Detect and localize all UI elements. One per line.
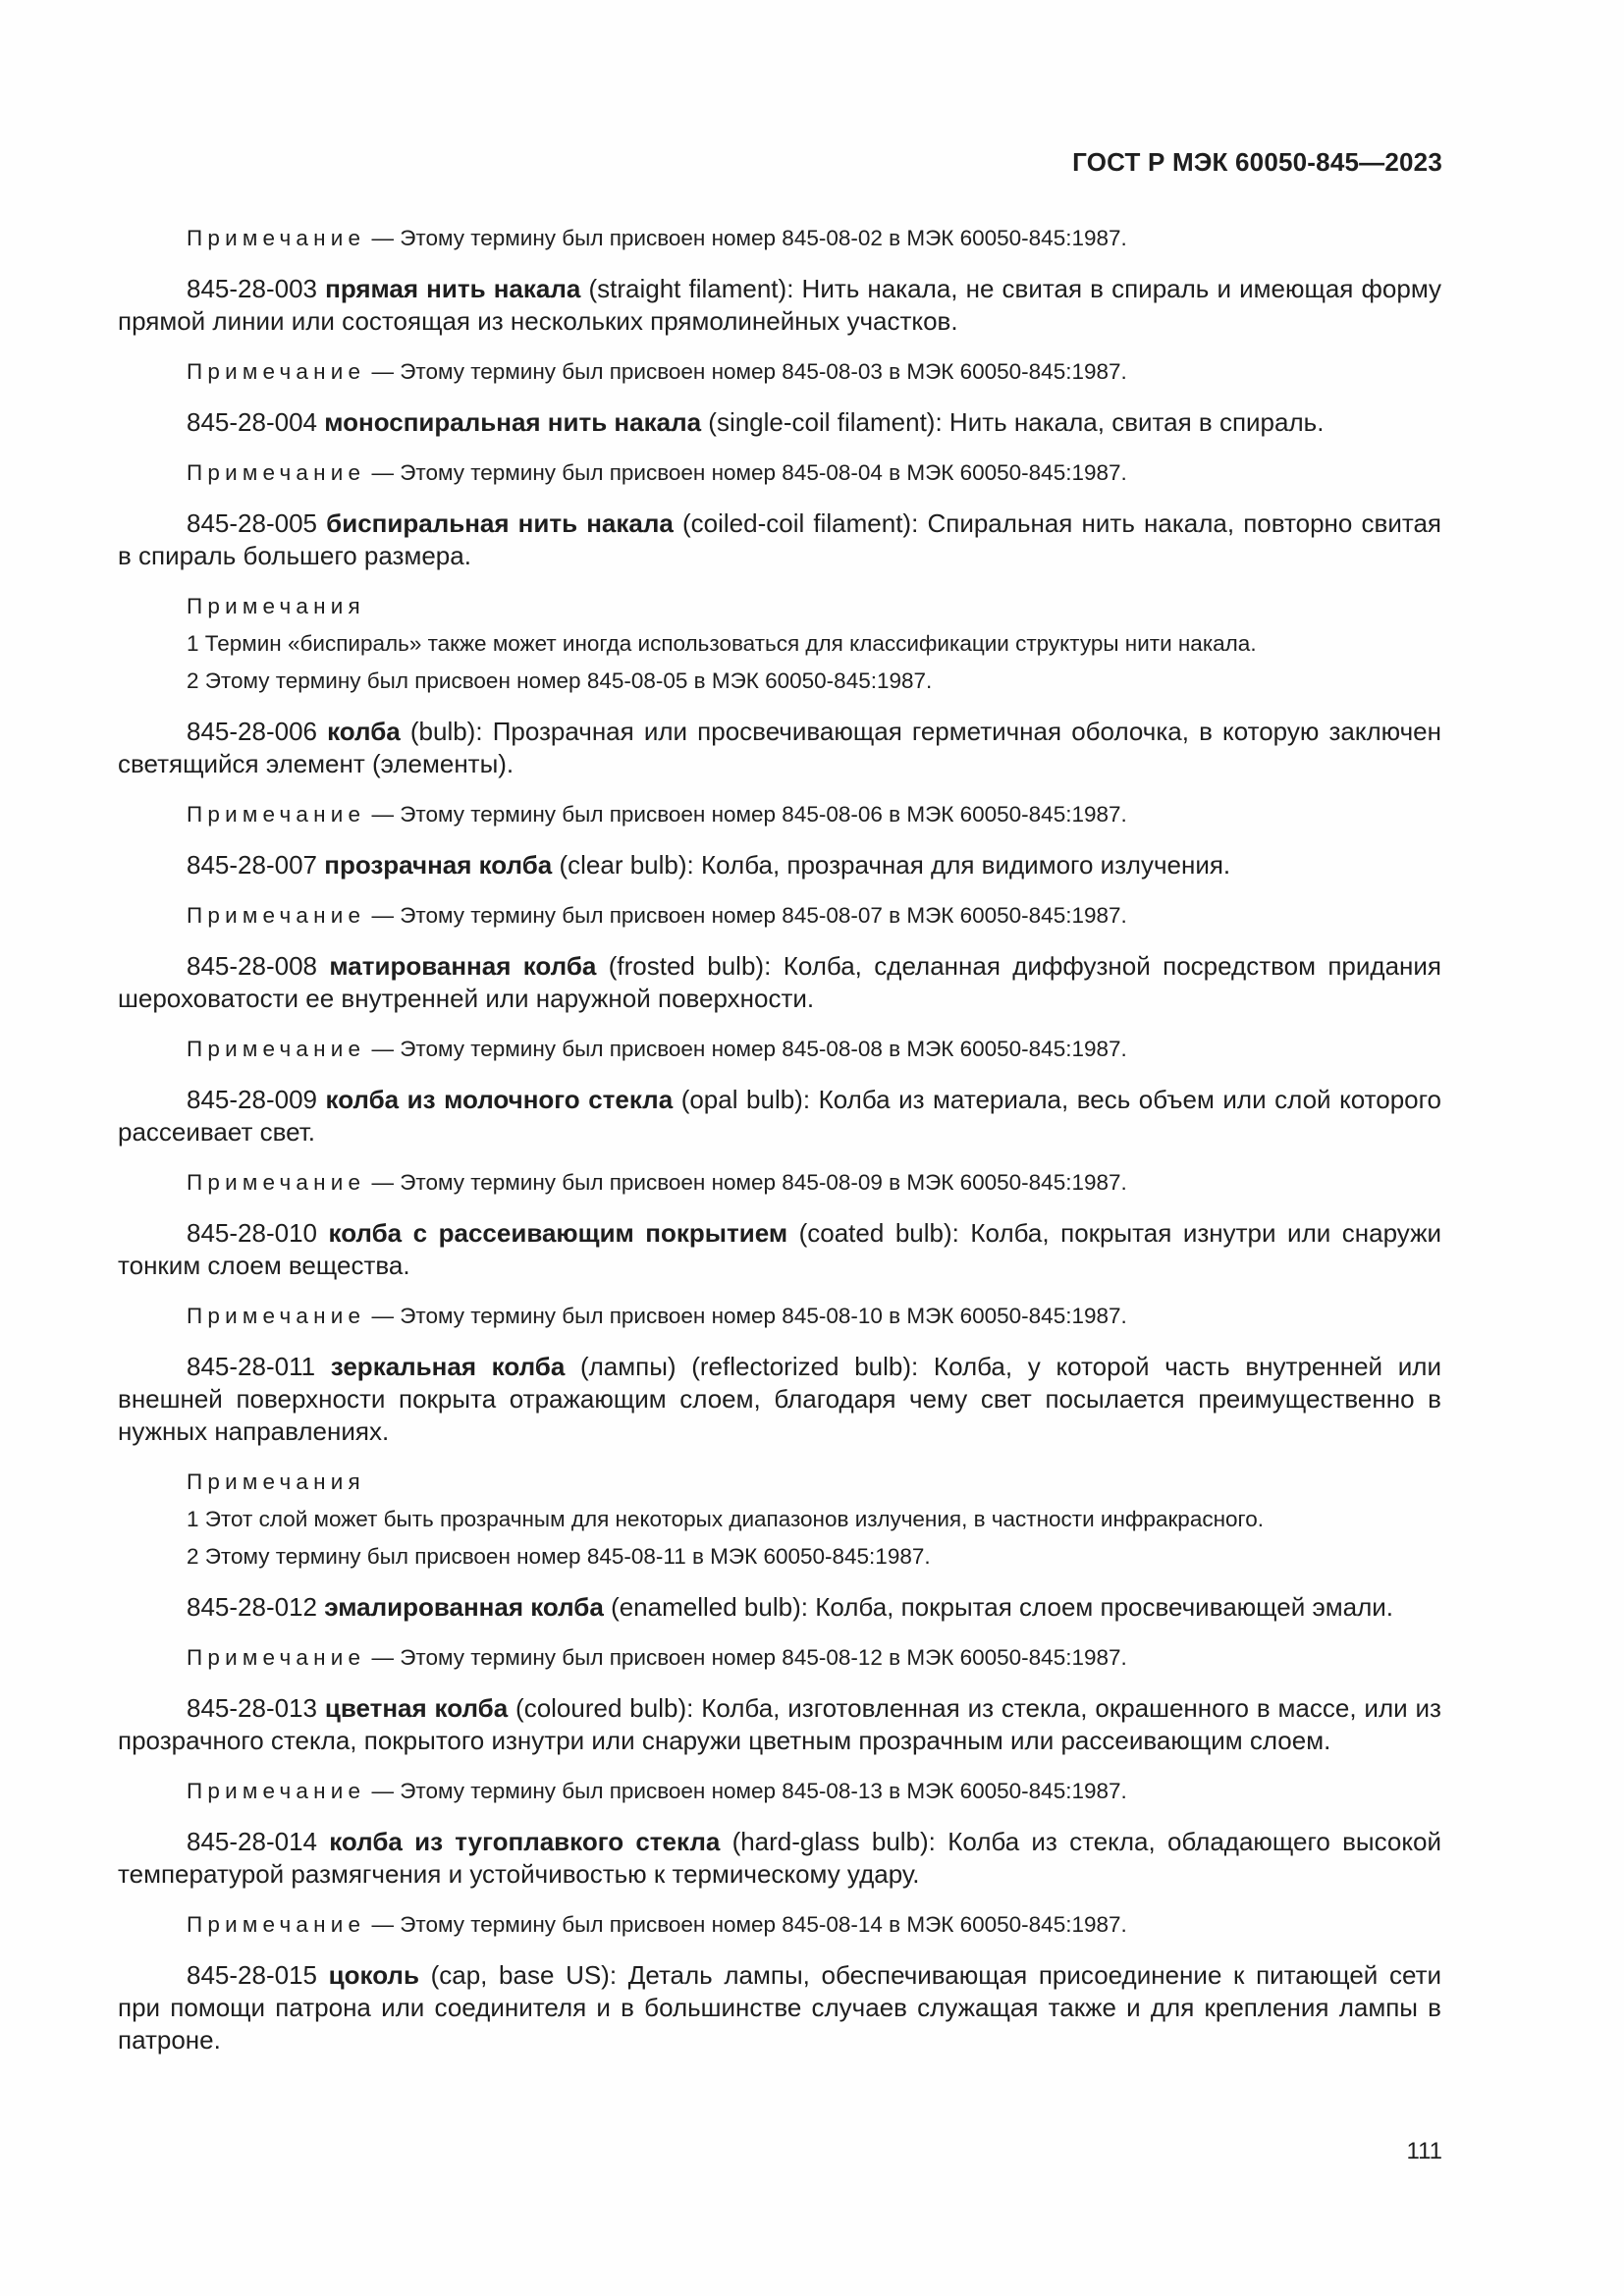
note-label: Примечание bbox=[187, 1037, 366, 1061]
note-label: Примечание bbox=[187, 226, 366, 250]
term-number: 845-28-003 bbox=[187, 274, 317, 303]
note-text: — Этому термину был присвоен номер 845-08-08 в МЭК 60050-845:1987. bbox=[371, 1037, 1127, 1061]
notes-line: 2 Этому термину был присвоен номер 845-08-05 в МЭК 60050-845:1987. bbox=[187, 668, 933, 693]
term-definition: Колба, у которой часть внутренней или внешней поверхности покрыта отражающим слоем, благодаря чему свет посылается преимущественно в нужных направлениях. bbox=[118, 1352, 1441, 1446]
term-number: 845-28-006 bbox=[187, 717, 317, 746]
term-entry bbox=[118, 1692, 1441, 1757]
note-text: — Этому термину был присвоен номер 845-08-09 в МЭК 60050-845:1987. bbox=[371, 1170, 1127, 1195]
term-number: 845-28-014 bbox=[187, 1827, 317, 1856]
term-note bbox=[187, 1643, 1441, 1673]
term-note bbox=[187, 800, 1441, 829]
term-definition: Деталь лампы, обеспечивающая присоединение к питающей сети при помощи патрона или соединителя и в большинстве случаев служащая также и для крепления лампы в патроне. bbox=[118, 1960, 1441, 2055]
note-label: Примечание bbox=[187, 903, 366, 928]
term-number: 845-28-013 bbox=[187, 1693, 317, 1723]
note-text: — Этому термину был присвоен номер 845-08-14 в МЭК 60050-845:1987. bbox=[371, 1912, 1127, 1937]
term-number: 845-28-004 bbox=[187, 407, 317, 437]
term-name: прозрачная колба bbox=[324, 850, 553, 880]
term-name: биспиральная нить накала bbox=[326, 508, 674, 538]
note-text: — Этому термину был присвоен номер 845-08-03 в МЭК 60050-845:1987. bbox=[371, 359, 1127, 384]
term-entry bbox=[118, 1217, 1441, 1282]
term-name: матированная колба bbox=[329, 951, 597, 981]
term-name: колба из молочного стекла bbox=[325, 1085, 674, 1114]
term-definition: Спиральная нить накала, повторно свитая в спираль большего размера. bbox=[118, 508, 1441, 570]
note-label: Примечание bbox=[187, 359, 366, 384]
notes-label: Примечания bbox=[187, 594, 365, 618]
note-label: Примечание bbox=[187, 1304, 366, 1328]
note-text: — Этому термину был присвоен номер 845-08-13 в МЭК 60050-845:1987. bbox=[371, 1779, 1127, 1803]
page-number: 111 bbox=[1406, 2138, 1442, 2164]
term-english: (coloured bulb): bbox=[515, 1693, 694, 1723]
term-definition: Колба, изготовленная из стекла, окрашенного в массе, или из прозрачного стекла, покрытого изнутри или снаружи цветным прозрачным или рассеивающим слоем. bbox=[118, 1693, 1441, 1755]
term-note bbox=[187, 1302, 1441, 1331]
term-english: (лампы) (reflectorized bulb): bbox=[579, 1352, 919, 1381]
term-entry bbox=[118, 273, 1441, 338]
term-number: 845-28-007 bbox=[187, 850, 317, 880]
term-name: цоколь bbox=[328, 1960, 419, 1990]
term-entry bbox=[118, 507, 1441, 572]
term-number: 845-28-011 bbox=[187, 1352, 316, 1381]
term-entry bbox=[118, 849, 1441, 881]
term-notes bbox=[187, 592, 1441, 696]
term-entry bbox=[118, 1826, 1441, 1891]
note-text: — Этому термину был присвоен номер 845-08-12 в МЭК 60050-845:1987. bbox=[371, 1645, 1127, 1670]
term-entry bbox=[118, 1959, 1441, 2056]
term-name: зеркальная колба bbox=[330, 1352, 566, 1381]
term-note bbox=[187, 1777, 1441, 1806]
term-english: (enamelled bulb): bbox=[611, 1592, 808, 1622]
term-definition: Нить накала, не свитая в спираль и имеющая форму прямой линии или состоящая из нескольких прямолинейных участков. bbox=[118, 274, 1441, 336]
term-notes bbox=[187, 1468, 1441, 1572]
term-definition: Нить накала, свитая в спираль. bbox=[948, 407, 1325, 437]
term-note bbox=[187, 357, 1441, 387]
note-label: Примечание bbox=[187, 460, 366, 485]
note-text: — Этому термину был присвоен номер 845-08-04 в МЭК 60050-845:1987. bbox=[371, 460, 1127, 485]
notes-line: 1 Этот слой может быть прозрачным для некоторых диапазонов излучения, в частности инфракрасного. bbox=[187, 1507, 1264, 1531]
notes-label: Примечания bbox=[187, 1469, 365, 1494]
term-english: (bulb): bbox=[409, 717, 483, 746]
term-number: 845-28-005 bbox=[187, 508, 317, 538]
term-definition: Колба, сделанная диффузной посредством придания шероховатости ее внутренней или наружной поверхности. bbox=[118, 951, 1441, 1013]
term-entry bbox=[118, 1084, 1441, 1148]
term-definition: Колба из материала, весь объем или слой которого рассеивает свет. bbox=[118, 1085, 1442, 1147]
term-english: (frosted bulb): bbox=[608, 951, 772, 981]
term-english: (hard-glass bulb): bbox=[731, 1827, 936, 1856]
notes-line: 2 Этому термину был присвоен номер 845-08-11 в МЭК 60050-845:1987. bbox=[187, 1544, 931, 1569]
term-definition: Колба, покрытая изнутри или снаружи тонким слоем вещества. bbox=[118, 1218, 1441, 1280]
term-note bbox=[187, 1035, 1441, 1064]
note-text: — Этому термину был присвоен номер 845-08-07 в МЭК 60050-845:1987. bbox=[371, 903, 1127, 928]
term-english: (opal bulb): bbox=[680, 1085, 811, 1114]
term-name: эмалированная колба bbox=[324, 1592, 604, 1622]
term-definition: Колба из стекла, обладающего высокой температурой размягчения и устойчивостью к термическому удару. bbox=[118, 1827, 1441, 1889]
term-note bbox=[187, 901, 1441, 931]
note-label: Примечание bbox=[187, 1912, 366, 1937]
term-english: (clear bulb): bbox=[559, 850, 694, 880]
term-definition: Прозрачная или просвечивающая герметичная оболочка, в которую заключен светящийся элемент (элементы). bbox=[118, 717, 1441, 778]
term-english: (coiled-coil filament): bbox=[681, 508, 919, 538]
notes-line: 1 Термин «биспираль» также может иногда использоваться для классификации структуры нити накала. bbox=[187, 631, 1257, 656]
term-entry bbox=[118, 716, 1441, 780]
note-label: Примечание bbox=[187, 1645, 366, 1670]
term-note bbox=[187, 1910, 1441, 1940]
term-english: (cap, base US): bbox=[430, 1960, 618, 1990]
note-text: — Этому термину был присвоен номер 845-08-02 в МЭК 60050-845:1987. bbox=[371, 226, 1127, 250]
term-note bbox=[187, 1168, 1441, 1198]
note-text: — Этому термину был присвоен номер 845-08-06 в МЭК 60050-845:1987. bbox=[371, 802, 1127, 827]
standard-header: ГОСТ Р МЭК 60050-845—2023 bbox=[1072, 147, 1442, 177]
term-name: цветная колба bbox=[324, 1693, 509, 1723]
term-name: колба с рассеивающим покрытием bbox=[328, 1218, 788, 1248]
term-number: 845-28-009 bbox=[187, 1085, 317, 1114]
term-name: моноспиральная нить накала bbox=[324, 407, 702, 437]
term-entry bbox=[118, 406, 1441, 439]
term-definition: Колба, прозрачная для видимого излучения. bbox=[700, 850, 1231, 880]
term-definition: Колба, покрытая слоем просвечивающей эмали. bbox=[815, 1592, 1394, 1622]
term-number: 845-28-012 bbox=[187, 1592, 317, 1622]
term-number: 845-28-008 bbox=[187, 951, 317, 981]
note-label: Примечание bbox=[187, 1779, 366, 1803]
term-note bbox=[187, 224, 1441, 253]
term-entry bbox=[118, 950, 1441, 1015]
term-english: (straight filament): bbox=[588, 274, 794, 303]
term-name: прямая нить накала bbox=[325, 274, 581, 303]
term-number: 845-28-015 bbox=[187, 1960, 317, 1990]
term-note bbox=[187, 458, 1441, 488]
term-name: колба из тугоплавкого стекла bbox=[329, 1827, 721, 1856]
term-entry bbox=[118, 1591, 1441, 1624]
note-label: Примечание bbox=[187, 802, 366, 827]
term-name: колба bbox=[327, 717, 401, 746]
note-label: Примечание bbox=[187, 1170, 366, 1195]
note-text: — Этому термину был присвоен номер 845-08-10 в МЭК 60050-845:1987. bbox=[371, 1304, 1127, 1328]
term-number: 845-28-010 bbox=[187, 1218, 317, 1248]
document-body bbox=[118, 224, 1441, 2076]
term-english: (single-coil filament): bbox=[708, 407, 943, 437]
term-english: (coated bulb): bbox=[798, 1218, 959, 1248]
term-entry bbox=[118, 1351, 1441, 1448]
